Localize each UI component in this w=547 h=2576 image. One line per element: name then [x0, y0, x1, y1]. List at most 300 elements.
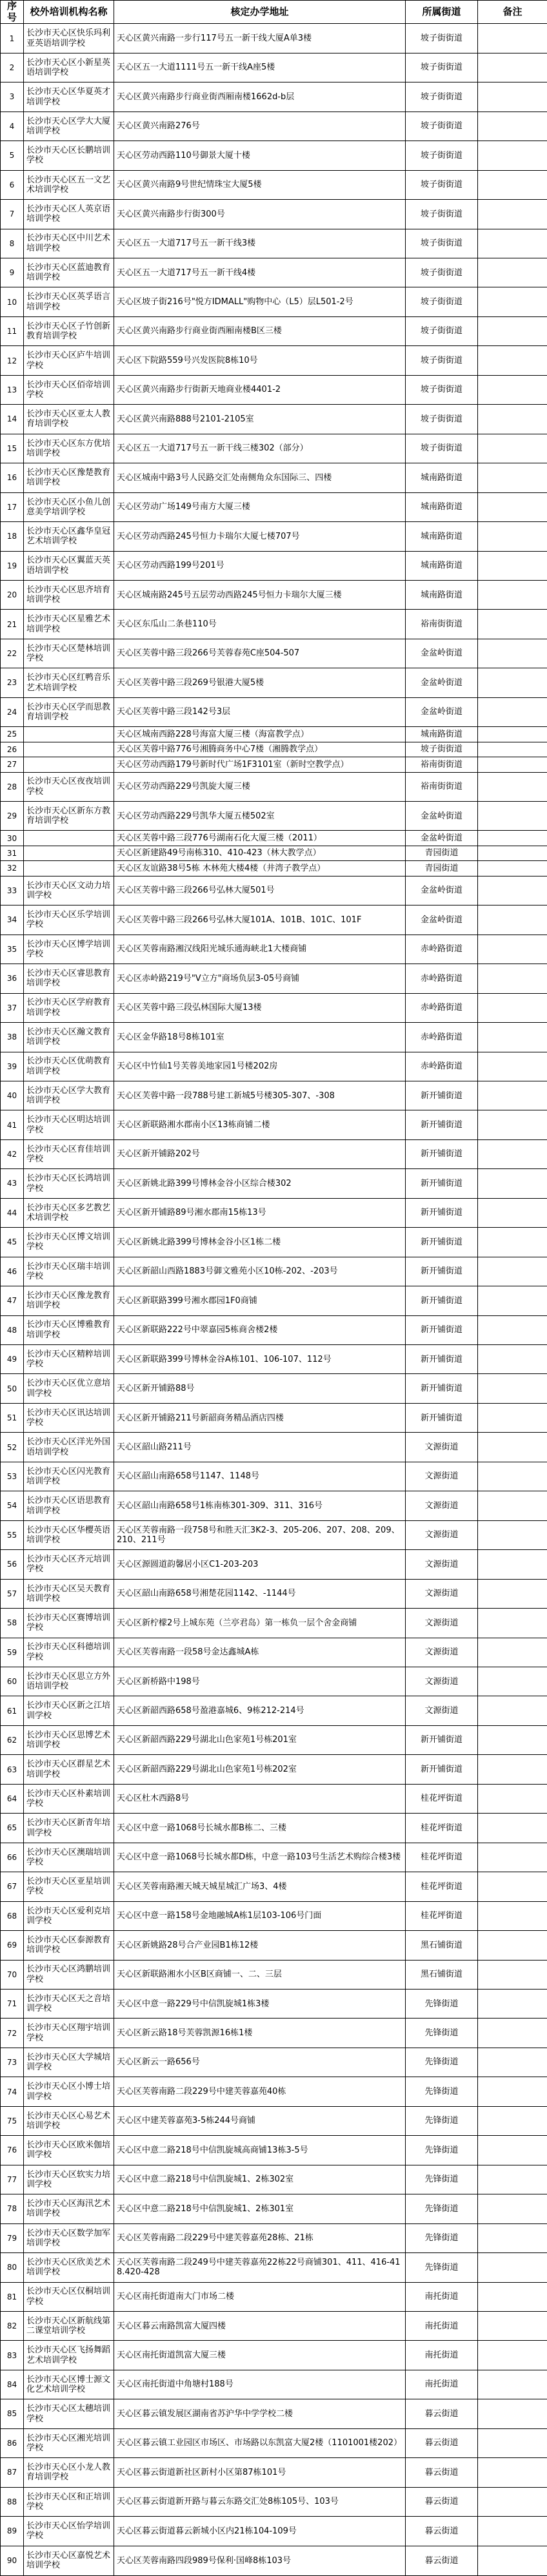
row-note	[478, 1843, 547, 1872]
row-note	[478, 82, 547, 111]
row-address: 天心区新建路49号南栋310、410-423（林大教学点）	[114, 846, 406, 860]
row-address: 天心区中意二路218号中信凯旋城高商铺13栋3-5号	[114, 2136, 406, 2165]
table-row	[1, 905, 547, 935]
row-school-name: 长沙市天心区飞扬舞蹈艺术培训学校	[24, 2341, 114, 2370]
row-index: 8	[1, 229, 24, 258]
row-street: 桂花坪街道	[406, 1901, 478, 1930]
row-note	[478, 2223, 547, 2252]
row-note	[478, 1579, 547, 1608]
row-street: 坡子街街道	[406, 258, 478, 287]
row-street: 黑石铺街道	[406, 1960, 478, 1989]
row-school-name	[24, 846, 114, 860]
row-address: 天心区新姚路28号合产业园B1栋12楼	[114, 1931, 406, 1960]
table-row	[1, 1315, 547, 1344]
row-street: 暮云街道	[406, 2546, 478, 2575]
row-index: 32	[1, 861, 24, 876]
row-address: 天心区南托街道中角塘村188号	[114, 2370, 406, 2399]
row-index: 82	[1, 2311, 24, 2340]
row-index: 62	[1, 1725, 24, 1754]
row-school-name: 长沙市天心区科德培训学校	[24, 1638, 114, 1667]
row-school-name: 长沙市天心区新之江培训学校	[24, 1696, 114, 1725]
row-note	[478, 170, 547, 199]
row-index: 61	[1, 1696, 24, 1725]
row-note	[478, 2282, 547, 2311]
table-row	[1, 2106, 547, 2135]
row-school-name: 长沙市天心区小龙人教育培训学校	[24, 2458, 114, 2487]
row-note	[478, 522, 547, 551]
row-school-name: 长沙市天心区洋光外国语培训学校	[24, 1433, 114, 1462]
row-school-name: 长沙市天心区思齐培育培训学校	[24, 580, 114, 609]
table-row	[1, 580, 547, 609]
row-index: 73	[1, 2048, 24, 2077]
row-address: 天心区新开铺路89号湘水郡南15栋13号	[114, 1198, 406, 1227]
row-school-name: 长沙市天心区鑫华皇冠艺术培训学校	[24, 522, 114, 551]
table-row	[1, 668, 547, 697]
row-school-name: 长沙市天心区怡学培训学校	[24, 2517, 114, 2546]
table-row	[1, 463, 547, 492]
row-street: 文源街道	[406, 1609, 478, 1638]
row-school-name	[24, 757, 114, 772]
row-address: 天心区芙蓉南路二段229号中建芙蓉嘉苑40栋	[114, 2077, 406, 2106]
row-address: 天心区暮云南路凯富大厦四楼	[114, 2311, 406, 2340]
row-note	[478, 258, 547, 287]
row-address: 天心区下院路559号兴发医院8栋10号	[114, 346, 406, 375]
row-street: 新开铺街道	[406, 1315, 478, 1344]
table-row	[1, 1755, 547, 1784]
row-index: 85	[1, 2399, 24, 2428]
row-street: 金盆岭街道	[406, 831, 478, 846]
row-street: 新开铺街道	[406, 1139, 478, 1168]
table-row	[1, 492, 547, 521]
row-school-name: 长沙市天心区吴天教育培训学校	[24, 1579, 114, 1608]
row-address: 天心区友谊路38号5栋 木林苑大楼4楼（井湾子教学点）	[114, 861, 406, 876]
row-school-name: 长沙市天心区优萌教育培训学校	[24, 1052, 114, 1081]
row-note	[478, 316, 547, 345]
row-address: 天心区中意一路1068号长城水都B栋二、三楼	[114, 1814, 406, 1843]
row-index: 34	[1, 905, 24, 935]
row-note	[478, 1814, 547, 1843]
row-school-name: 长沙市天心区乐学培训学校	[24, 905, 114, 935]
row-note	[478, 2165, 547, 2194]
row-note	[478, 2019, 547, 2048]
row-note	[478, 2517, 547, 2546]
row-index: 20	[1, 580, 24, 609]
row-note	[478, 993, 547, 1022]
table-row	[1, 2399, 547, 2428]
row-street: 裕南街街道	[406, 772, 478, 801]
row-index: 15	[1, 434, 24, 463]
row-index: 14	[1, 405, 24, 434]
table-row	[1, 1843, 547, 1872]
table-row	[1, 1814, 547, 1843]
row-index: 11	[1, 316, 24, 345]
row-index: 45	[1, 1228, 24, 1257]
row-street: 南托街道	[406, 2370, 478, 2399]
row-index: 10	[1, 287, 24, 316]
row-note	[478, 1403, 547, 1432]
table-row	[1, 229, 547, 258]
row-note	[478, 1345, 547, 1374]
row-index: 12	[1, 346, 24, 375]
row-index: 40	[1, 1081, 24, 1110]
row-index: 50	[1, 1374, 24, 1403]
row-note	[478, 1139, 547, 1168]
row-note	[478, 492, 547, 521]
row-street: 先锋街道	[406, 2077, 478, 2106]
row-note	[478, 668, 547, 697]
row-note	[478, 1228, 547, 1257]
row-school-name: 长沙市天心区泰源教育培训学校	[24, 1931, 114, 1960]
row-note	[478, 111, 547, 140]
row-street: 坡子街街道	[406, 405, 478, 434]
row-address: 天心区暮云街道新社区新村小区第87栋101号	[114, 2458, 406, 2487]
row-street: 新开铺街道	[406, 1403, 478, 1432]
row-street: 新开铺街道	[406, 1169, 478, 1198]
row-street: 城南路街道	[406, 727, 478, 742]
row-school-name: 长沙市天心区精粹培训学校	[24, 1345, 114, 1374]
row-school-name: 长沙市天心区思立方外语培训学校	[24, 1667, 114, 1696]
row-street: 金盆岭街道	[406, 639, 478, 668]
row-street: 黑石铺街道	[406, 1931, 478, 1960]
row-street: 先锋街道	[406, 2048, 478, 2077]
row-note	[478, 1667, 547, 1696]
row-address: 天心区芙蓉中路三段269号银港大厦5楼	[114, 668, 406, 697]
row-address: 天心区新联路399号湘水郡园1F0商铺	[114, 1286, 406, 1315]
row-street: 先锋街道	[406, 2019, 478, 2048]
row-school-name: 长沙市天心区瑞丰培训学校	[24, 1257, 114, 1286]
row-address: 天心区金华路18号8栋101室	[114, 1023, 406, 1052]
table-row	[1, 1433, 547, 1462]
row-index: 6	[1, 170, 24, 199]
row-note	[478, 846, 547, 860]
table-row	[1, 1872, 547, 1901]
table-row	[1, 1638, 547, 1667]
table-row	[1, 1579, 547, 1608]
row-school-name	[24, 742, 114, 757]
table-row	[1, 1257, 547, 1286]
row-street: 坡子街街道	[406, 316, 478, 345]
row-note	[478, 802, 547, 831]
row-index: 74	[1, 2077, 24, 2106]
row-index: 37	[1, 993, 24, 1022]
row-address: 天心区新柠檬2号上城东苑（兰亭君岛）第一栋负一层个舍金商铺	[114, 1609, 406, 1638]
row-street: 新开铺街道	[406, 1257, 478, 1286]
row-index: 1	[1, 24, 24, 53]
table-row	[1, 610, 547, 639]
row-street: 赤岭路街道	[406, 935, 478, 964]
row-address: 天心区韶山南路658号1147、1148号	[114, 1462, 406, 1491]
row-school-name: 长沙市天心区语思教育培训学校	[24, 1491, 114, 1520]
row-school-name: 长沙市天心区小博士培训学校	[24, 2077, 114, 2106]
table-row	[1, 2223, 547, 2252]
row-note	[478, 2458, 547, 2487]
table-row	[1, 1198, 547, 1227]
table-row	[1, 993, 547, 1022]
row-school-name: 长沙市天心区新东方教育培训学校	[24, 802, 114, 831]
row-school-name: 长沙市天心区群星艺术培训学校	[24, 1755, 114, 1784]
row-address: 天心区暮云镇工业园区市场区、市场路以东凯富大厦2楼（1101001楼202）	[114, 2428, 406, 2457]
row-school-name	[24, 861, 114, 876]
row-note	[478, 2194, 547, 2223]
header-index: 序号	[1, 1, 24, 24]
row-index: 3	[1, 82, 24, 111]
row-school-name: 长沙市天心区红鸭音乐艺术培训学校	[24, 668, 114, 697]
table-row	[1, 1403, 547, 1432]
row-street: 赤岭路街道	[406, 993, 478, 1022]
row-address: 天心区东瓜山二条巷110号	[114, 610, 406, 639]
row-school-name: 长沙市天心区佰帝培训学校	[24, 375, 114, 404]
table-row	[1, 2546, 547, 2575]
row-index: 81	[1, 2282, 24, 2311]
row-index: 35	[1, 935, 24, 964]
row-index: 21	[1, 610, 24, 639]
row-address: 天心区坡子街216号"悦方IDMALL"购物中心（L5）层L501-2号	[114, 287, 406, 316]
row-index: 52	[1, 1433, 24, 1462]
row-school-name: 长沙市天心区软实力培训学校	[24, 2165, 114, 2194]
table-row	[1, 434, 547, 463]
table-row	[1, 1462, 547, 1491]
row-address: 天心区黄兴南路9号世纪情珠宝大厦5楼	[114, 170, 406, 199]
table-row	[1, 727, 547, 742]
row-school-name: 长沙市天心区华夏英才培训学校	[24, 82, 114, 111]
row-street: 桂花坪街道	[406, 1814, 478, 1843]
row-address: 天心区芙蓉中路776号湘腾商务中心7楼（湘腾教学点）	[114, 742, 406, 757]
row-address: 天心区杜木西路8号	[114, 1784, 406, 1813]
row-school-name: 长沙市天心区仅桐培训学校	[24, 2282, 114, 2311]
row-street: 文源街道	[406, 1462, 478, 1491]
row-street: 新开铺街道	[406, 1110, 478, 1139]
table-row	[1, 375, 547, 404]
row-note	[478, 1462, 547, 1491]
row-address: 天心区城南路245号五层劳动西路245号恒力卡瑞尔大厦三楼	[114, 580, 406, 609]
row-address: 天心区芙蓉南路湘天城天城星城汇广场3、4楼	[114, 1872, 406, 1901]
row-street: 坡子街街道	[406, 287, 478, 316]
table-row	[1, 2048, 547, 2077]
table-body	[1, 24, 547, 2576]
row-note	[478, 2311, 547, 2340]
row-address: 天心区芙蓉中路三段266号芙蓉春苑C座504-507	[114, 639, 406, 668]
row-address: 天心区芙蓉中路三段142号3层	[114, 697, 406, 726]
row-school-name: 长沙市天心区学府教育培训学校	[24, 993, 114, 1022]
row-index: 19	[1, 551, 24, 580]
table-row	[1, 964, 547, 993]
row-address: 天心区劳动西路229号凯旋大厦三楼	[114, 772, 406, 801]
row-note	[478, 1198, 547, 1227]
row-note	[478, 2399, 547, 2428]
table-row	[1, 802, 547, 831]
table-row	[1, 2341, 547, 2370]
row-address: 天心区中意二路218号中信凯旋城1、2栋301室	[114, 2194, 406, 2223]
row-street: 坡子街街道	[406, 742, 478, 757]
row-school-name: 长沙市天心区心易艺术培训学校	[24, 2106, 114, 2135]
row-index: 42	[1, 1139, 24, 1168]
row-address: 天心区韶山路211号	[114, 1433, 406, 1462]
row-note	[478, 1374, 547, 1403]
row-street: 暮云街道	[406, 2517, 478, 2546]
table-row	[1, 1228, 547, 1257]
row-note	[478, 1872, 547, 1901]
row-address: 天心区劳动广场149号南方大厦三楼	[114, 492, 406, 521]
row-street: 裕南街街道	[406, 610, 478, 639]
row-note	[478, 1110, 547, 1139]
row-index: 51	[1, 1403, 24, 1432]
row-school-name: 长沙市天心区夜夜培训学校	[24, 772, 114, 801]
row-street: 文源街道	[406, 1638, 478, 1667]
table-row	[1, 1023, 547, 1052]
row-index: 23	[1, 668, 24, 697]
row-street: 坡子街街道	[406, 141, 478, 170]
row-school-name: 长沙市天心区新青年培训学校	[24, 1814, 114, 1843]
row-school-name: 长沙市天心区大学城培训学校	[24, 2048, 114, 2077]
row-school-name: 长沙市天心区子竹创新教育培训学校	[24, 316, 114, 345]
row-school-name: 长沙市天心区学而思教育培训学校	[24, 697, 114, 726]
row-address: 天心区新开铺路202号	[114, 1139, 406, 1168]
row-street: 城南路街道	[406, 463, 478, 492]
row-note	[478, 405, 547, 434]
row-street: 桂花坪街道	[406, 1872, 478, 1901]
row-note	[478, 2253, 547, 2282]
row-note	[478, 1550, 547, 1579]
row-address: 天心区新韶西路229号湖北山色家苑1号栋201室	[114, 1725, 406, 1754]
row-index: 63	[1, 1755, 24, 1784]
row-street: 坡子街街道	[406, 82, 478, 111]
table-row	[1, 1520, 547, 1549]
table-row	[1, 1139, 547, 1168]
row-street: 新开铺街道	[406, 1755, 478, 1784]
table-row	[1, 2370, 547, 2399]
row-address: 天心区劳动西路245号恒力卡瑞尔大厦七楼707号	[114, 522, 406, 551]
row-street: 新开铺街道	[406, 1374, 478, 1403]
row-school-name: 长沙市天心区优立意培训学校	[24, 1374, 114, 1403]
row-index: 60	[1, 1667, 24, 1696]
row-note	[478, 1960, 547, 1989]
row-street: 赤岭路街道	[406, 964, 478, 993]
table-row	[1, 876, 547, 905]
row-index: 84	[1, 2370, 24, 2399]
header-note: 备注	[478, 1, 547, 24]
row-address: 天心区中意二路218号中信凯旋城1、2栋302室	[114, 2165, 406, 2194]
row-address: 天心区黄兴南路步行商业街西厢南楼1662d-b层	[114, 82, 406, 111]
row-address: 天心区新联路222号中翠嘉园5栋商舍楼2楼	[114, 1315, 406, 1344]
row-street: 金盆岭街道	[406, 668, 478, 697]
row-address: 天心区新韶西路229号湖北山色家苑1号栋202室	[114, 1755, 406, 1784]
row-school-name: 长沙市天心区明达培训学校	[24, 1110, 114, 1139]
row-school-name: 长沙市天心区小鱼儿创意美学培训学校	[24, 492, 114, 521]
row-index: 33	[1, 876, 24, 905]
row-note	[478, 1609, 547, 1638]
row-school-name: 长沙市天心区鸿鹏培训学校	[24, 1960, 114, 1989]
row-index: 71	[1, 1990, 24, 2019]
table-row	[1, 1725, 547, 1754]
row-school-name: 长沙市天心区快乐玛利亚英语培训学校	[24, 24, 114, 53]
row-street: 金盆岭街道	[406, 697, 478, 726]
table-row	[1, 170, 547, 199]
row-note	[478, 1638, 547, 1667]
row-index: 39	[1, 1052, 24, 1081]
row-school-name: 长沙市天心区瀚文教育培训学校	[24, 1023, 114, 1052]
table-row	[1, 346, 547, 375]
header-address: 核定办学地址	[114, 1, 406, 24]
row-street: 先锋街道	[406, 2253, 478, 2282]
table-row	[1, 757, 547, 772]
row-index: 66	[1, 1843, 24, 1872]
row-address: 天心区劳动西路179号新时代广场1F3101室（新时空教学点）	[114, 757, 406, 772]
table-row	[1, 24, 547, 53]
table-row	[1, 2136, 547, 2165]
row-index: 86	[1, 2428, 24, 2457]
row-note	[478, 1755, 547, 1784]
table-row	[1, 1784, 547, 1813]
row-street: 青园街道	[406, 846, 478, 860]
row-school-name: 长沙市天心区和正培训学校	[24, 2487, 114, 2516]
table-row	[1, 551, 547, 580]
row-school-name: 长沙市天心区学大大厦培训学校	[24, 111, 114, 140]
table-row	[1, 1169, 547, 1198]
row-school-name: 长沙市天心区赛博培训学校	[24, 1609, 114, 1638]
row-address: 天心区劳动西路110号御景大厦十楼	[114, 141, 406, 170]
header-street: 所属街道	[406, 1, 478, 24]
row-index: 38	[1, 1023, 24, 1052]
row-street: 文源街道	[406, 1491, 478, 1520]
row-school-name: 长沙市天心区亚太人教育培训学校	[24, 405, 114, 434]
table-row	[1, 53, 547, 82]
row-address: 天心区中建芙蓉嘉苑3-5栋244号商铺	[114, 2106, 406, 2135]
table-row	[1, 846, 547, 860]
row-address: 天心区芙蓉中路三段266号弘林大厦501号	[114, 876, 406, 905]
row-index: 77	[1, 2165, 24, 2194]
row-school-name: 长沙市天心区思博艺术培训学校	[24, 1725, 114, 1754]
row-school-name: 长沙市天心区讯达培训学校	[24, 1403, 114, 1432]
row-street: 文源街道	[406, 1550, 478, 1579]
table-row	[1, 2517, 547, 2546]
row-school-name: 长沙市天心区翼蓝天英语培训学校	[24, 551, 114, 580]
table-row	[1, 639, 547, 668]
table-row	[1, 1286, 547, 1315]
row-school-name: 长沙市天心区数学加军培训学校	[24, 2223, 114, 2252]
row-address: 天心区黄兴南路步行街300号	[114, 200, 406, 229]
row-index: 27	[1, 757, 24, 772]
row-note	[478, 757, 547, 772]
row-address: 天心区新韶西路658号盈港嘉城6、9栋212-214号	[114, 1696, 406, 1725]
row-note	[478, 1990, 547, 2019]
row-note	[478, 772, 547, 801]
row-note	[478, 1169, 547, 1198]
row-address: 天心区五一大道717号五一新干线三楼302（部分）	[114, 434, 406, 463]
row-school-name: 长沙市天心区多艺教艺术培训学校	[24, 1198, 114, 1227]
row-address: 天心区芙蓉中路三段776号湖南石化大厦三楼（2011）	[114, 831, 406, 846]
row-note	[478, 24, 547, 53]
row-school-name: 长沙市天心区长鹏培训学校	[24, 141, 114, 170]
row-street: 新开铺街道	[406, 1081, 478, 1110]
row-school-name: 长沙市天心区湘光培训学校	[24, 2428, 114, 2457]
row-school-name: 长沙市天心区学大教育培训学校	[24, 1081, 114, 1110]
row-school-name: 长沙市天心区星雅艺术培训学校	[24, 610, 114, 639]
table-row	[1, 742, 547, 757]
row-address: 天心区韶山南路658号湘楚花园1142、-1144号	[114, 1579, 406, 1608]
row-index: 29	[1, 802, 24, 831]
row-index: 89	[1, 2517, 24, 2546]
row-index: 7	[1, 200, 24, 229]
row-street: 暮云街道	[406, 2458, 478, 2487]
row-note	[478, 2136, 547, 2165]
table-row	[1, 2253, 547, 2282]
row-note	[478, 1433, 547, 1462]
row-street: 金盆岭街道	[406, 876, 478, 905]
row-index: 90	[1, 2546, 24, 2575]
row-street: 南托街道	[406, 2341, 478, 2370]
row-street: 坡子街街道	[406, 434, 478, 463]
row-address: 天心区城南西路228号海富大厦三楼（海富教学点）	[114, 727, 406, 742]
